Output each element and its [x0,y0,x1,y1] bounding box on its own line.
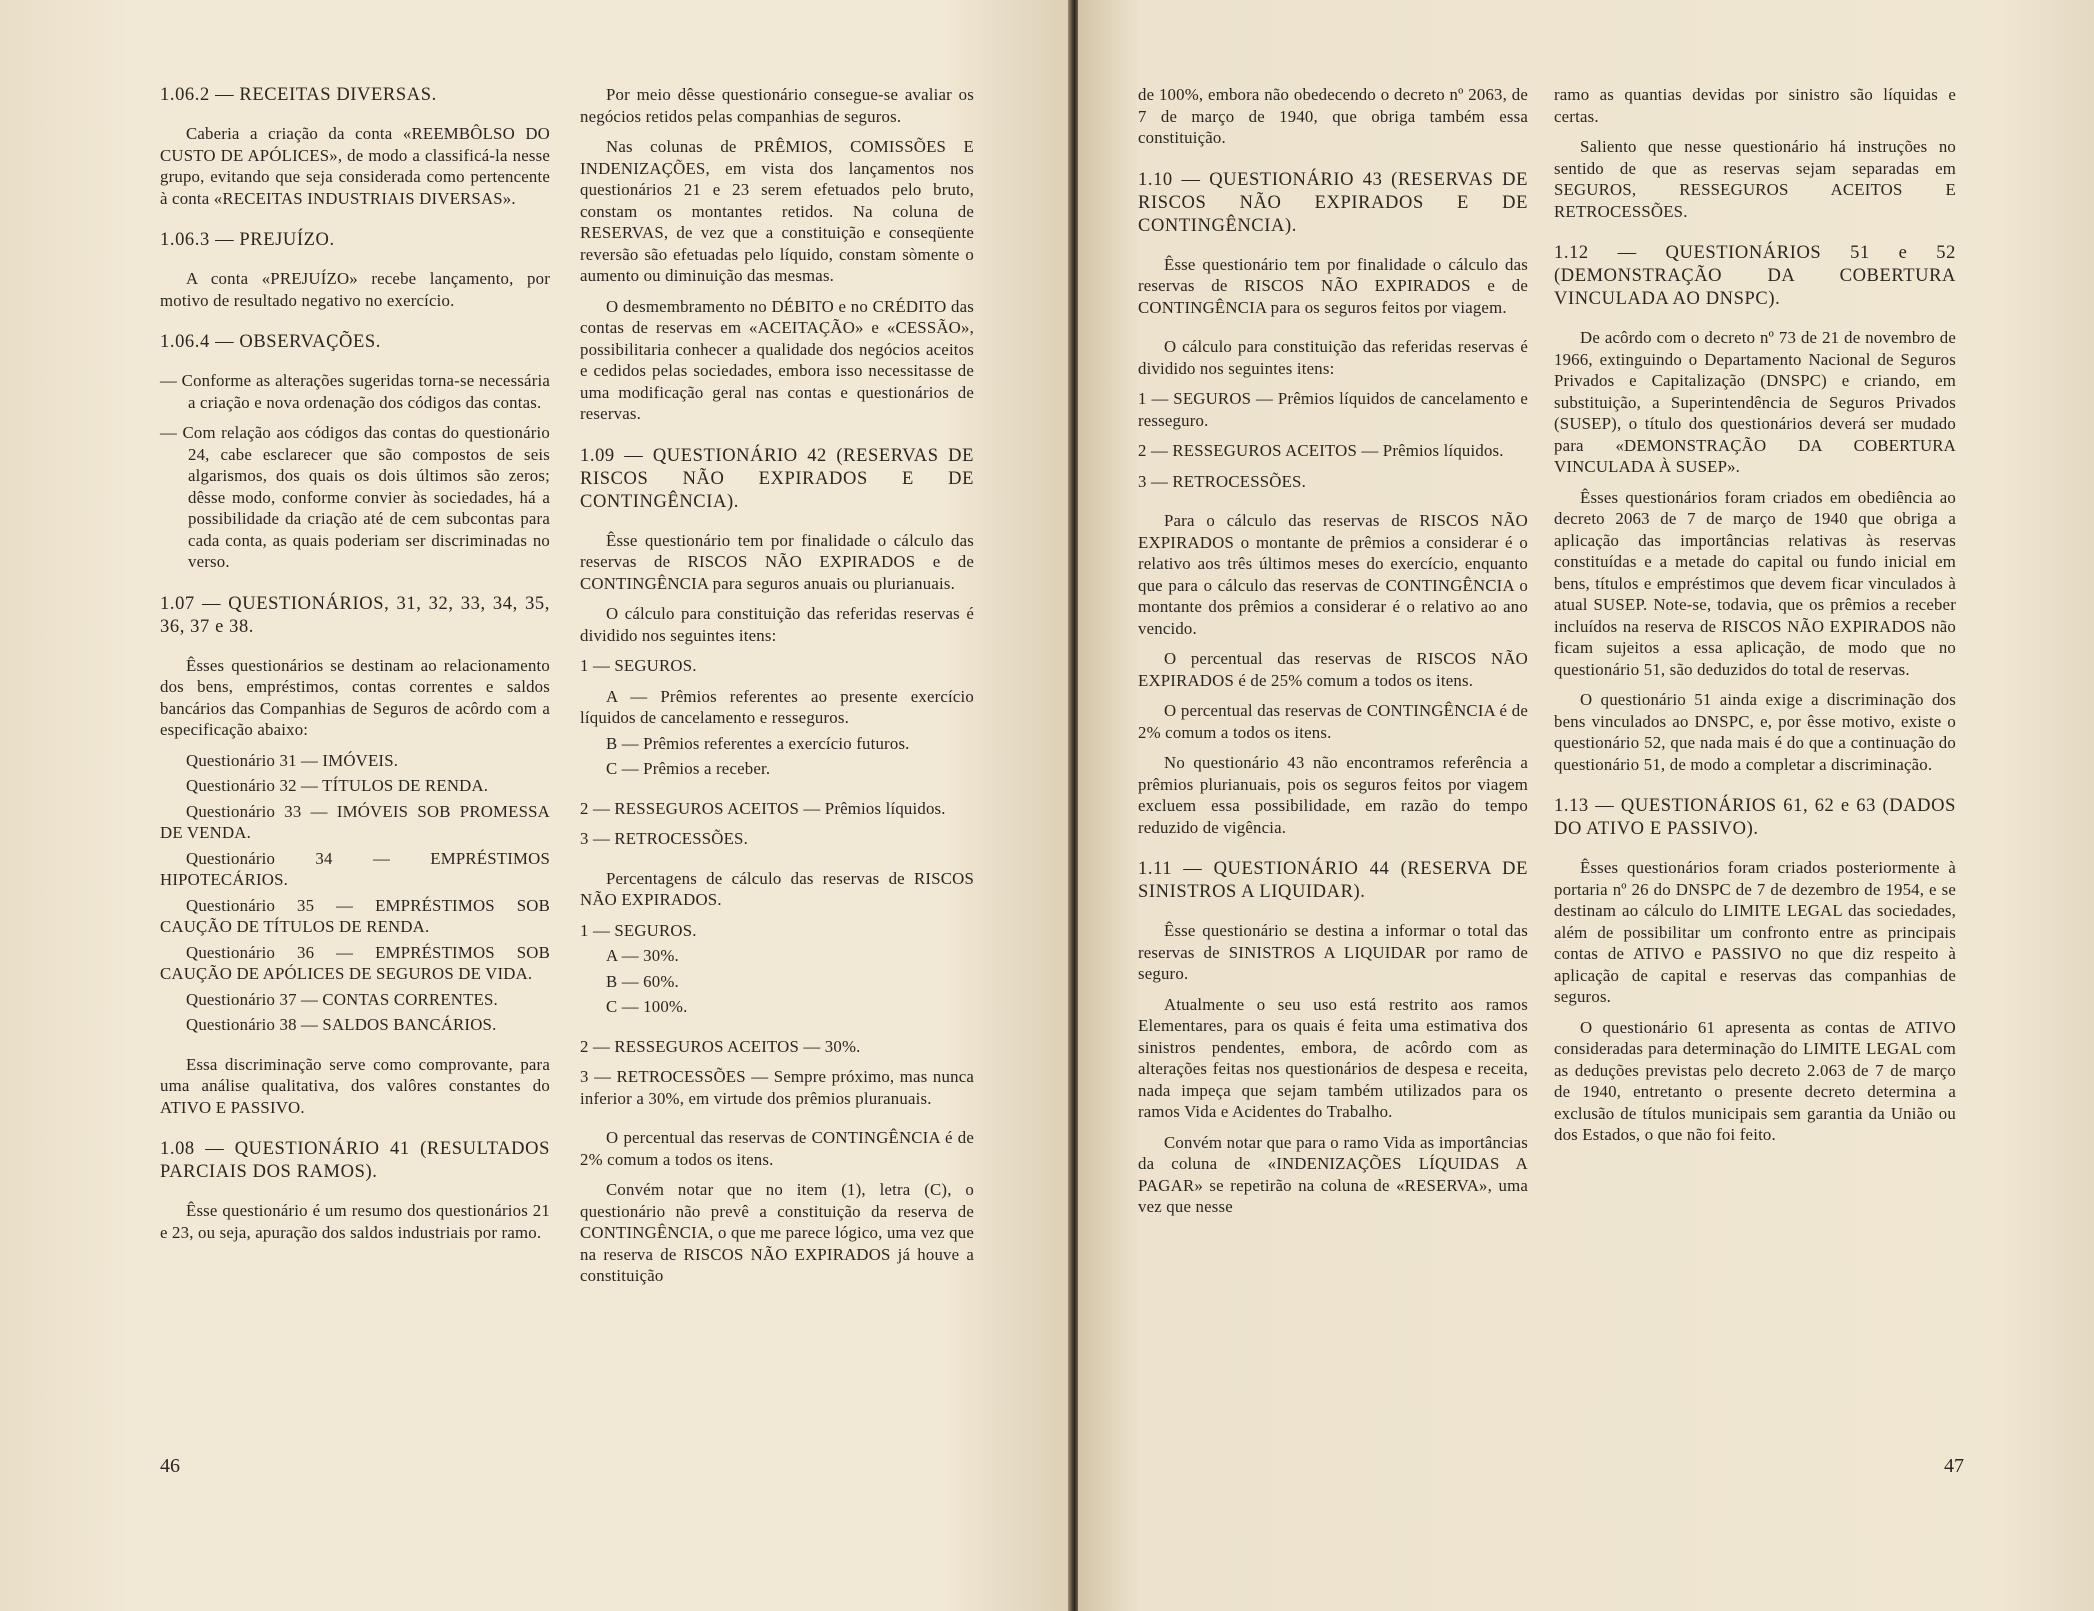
paragraph: Êsse questionário tem por finalidade o cálculo das reservas de RISCOS NÃO EXPIRADOS e de CONTINGÊNCIA para os seguros feitos por viagem. [1138,254,1528,317]
section-heading: 1.10 — QUESTIONÁRIO 43 (RESERVAS DE RISCOS NÃO EXPIRADOS E DE CONTINGÊNCIA). [1138,169,1528,236]
section-heading: 1.08 — QUESTIONÁRIO 41 (RESULTADOS PARCIAIS DOS RAMOS). [160,1139,550,1182]
paragraph: Êsses questionários foram criados posteriormente à portaria nº 26 do DNSPC de 7 de dezembro de 1954, e se destinam ao cálculo do LIMITE LEGAL das sociedades, além de possibilitar um confronto entre as principais contas de ATIVO e PASSIVO no que diz respeito à aplicação de capital e reservas das companhias de seguros. [1554,858,1956,1006]
paragraph: No questionário 43 não encontramos referência a prêmios plurianuais, pois os seguros feitos por viagem excluem essa possibilidade, em razão do tempo reduzido de vigência. [1138,753,1528,837]
paragraph: O percentual das reservas de CONTINGÊNCIA é de 2% comum a todos os itens. [580,1128,974,1169]
paragraph: 2 — RESSEGUROS ACEITOS — Prêmios líquidos. [580,798,946,818]
paragraph: Êsses questionários foram criados em obediência ao decreto 2063 de 7 de março de 1940 que obriga a aplicação das importâncias relativas às reservas constituídas e a metade do capital ou fundo inicial em bens, títulos e empréstimos que devem ficar vinculados à atual SUSEP. Note-se, todavia, que os prêmios a receber incluídos na reserva de RISCOS NÃO EXPIRADOS não ficam sujeitos a essa aplicação, de modo que no questionário 51, são deduzidos do total de reservas. [1554,487,1956,679]
paragraph: O questionário 51 ainda exige a discriminação dos bens vinculados ao DNSPC, e, por êsse motivo, existe o questionário 52, que nada mais é do que a continuação do questionário 51, de modo a completar a discriminação. [1554,690,1956,774]
paragraph: A conta «PREJUÍZO» recebe lançamento, por motivo de resultado negativo no exercício. [160,269,550,310]
paragraph: Saliento que nesse questionário há instruções no sentido de que as reservas sejam separadas em SEGUROS, RESSEGUROS ACEITOS E RETROCESSÕES. [1554,137,1956,221]
paragraph: Atualmente o seu uso está restrito aos ramos Elementares, para os quais é feita uma estimativa dos sinistros pendentes, embora, de acôrdo com as alterações feitas nos questionários de despesa e receita, nada impeça que sejam também utilizados para os ramos Vida e Acidentes do Trabalho. [1138,994,1528,1121]
paragraph: ramo as quantias devidas por sinistro são líquidas e certas. [1554,85,1956,126]
right-page-column-2 [1554,84,1956,1155]
section-heading: 1.06.2 — RECEITAS DIVERSAS. [160,85,437,105]
page-number-left: 46 [160,1455,180,1477]
paragraph: — Com relação aos códigos das contas do questionário 24, cabe esclarecer que são compostos de seis algarismos, dos quais os dois últimos são zeros; dêsse modo, conforme convier às sociedades, há a possibilidade da criação até de cem subcontas para cada conta, as quais poderiam ser discriminadas no verso. [160,423,550,571]
section-heading: 1.11 — QUESTIONÁRIO 44 (RESERVA DE SINISTROS A LIQUIDAR). [1138,859,1528,902]
paragraph: 2 — RESSEGUROS ACEITOS — 30%. [580,1036,861,1056]
paragraph: Convém notar que no item (1), letra (C), o questionário não prevê a constituição da reserva de CONTINGÊNCIA, o que me parece lógico, uma vez que na reserva de RISCOS NÃO EXPIRADOS já houve a constituição [580,1180,974,1285]
paragraph: O cálculo para constituição das referidas reservas é dividido nos seguintes itens: [580,604,974,645]
paragraph: Por meio dêsse questionário consegue-se avaliar os negócios retidos pelas companhias de seguros. [580,85,974,126]
paragraph: O percentual das reservas de RISCOS NÃO EXPIRADOS é de 25% comum a todos os itens. [1138,649,1528,690]
paragraph: O cálculo para constituição das referidas reservas é dividido nos seguintes itens: [1138,337,1528,378]
paragraph: — Conforme as alterações sugeridas torna-se necessária a criação e nova ordenação dos códigos das contas. [160,371,550,412]
right-page [1078,0,2094,1611]
paragraph: Questionário 37 — CONTAS CORRENTES. [186,989,498,1009]
paragraph: Questionário 33 — IMÓVEIS SOB PROMESSA DE VENDA. [160,801,550,842]
section-heading: 1.06.4 — OBSERVAÇÕES. [160,332,381,352]
paragraph: Percentagens de cálculo das reservas de RISCOS NÃO EXPIRADOS. [580,868,974,909]
section-heading: 1.12 — QUESTIONÁRIOS 51 e 52 (DEMONSTRAÇÃO DA COBERTURA VINCULADA AO DNSPC). [1554,243,1956,309]
paragraph: B — Prêmios referentes a exercício futuros. [606,733,910,753]
paragraph: 3 — RETROCESSÕES. [580,829,748,848]
paragraph: de 100%, embora não obedecendo o decreto nº 2063, de 7 de março de 1940, que obriga também essa constituição. [1138,85,1528,147]
paragraph: De acôrdo com o decreto nº 73 de 21 de novembro de 1966, extinguindo o Departamento Nacional de Seguros Privados e Capitalização (DNSPC) e criando, em substituição, a Superintendência de Seguros Privados (SUSEP), o título dos questionários deverá ser mudado para «DEMONSTRAÇÃO DA COBERTURA VINCULADA À SUSEP». [1554,328,1956,476]
paragraph: Questionário 31 — IMÓVEIS. [186,750,399,770]
paragraph: A — 30%. [606,946,679,965]
section-heading: 1.09 — QUESTIONÁRIO 42 (RESERVAS DE RISCOS NÃO EXPIRADOS E DE CONTINGÊNCIA). [580,445,974,512]
paragraph: Caberia a criação da conta «REEMBÔLSO DO CUSTO DE APÓLICES», de modo a classificá-la nesse grupo, evitando que seja considerada como pertencente à conta «RECEITAS INDUSTRIAIS DIVERSAS». [160,124,550,208]
paragraph: O percentual das reservas de CONTINGÊNCIA é de 2% comum a todos os itens. [1138,701,1528,742]
paragraph: Nas colunas de PRÊMIOS, COMISSÕES E INDENIZAÇÕES, em vista dos lançamentos nos questionários 21 e 23 serem efetuados pelo bruto, constam os montantes retidos. Na coluna de RESERVAS, de vez que a constituição e conseqüente reversão são efetuadas pelo líquido, constam sòmente o aumento ou diminuição das mesmas. [580,137,974,285]
paragraph: Questionário 36 — EMPRÉSTIMOS SOB CAUÇÃO DE APÓLICES DE SEGUROS DE VIDA. [160,942,550,983]
paragraph: 1 — SEGUROS. [580,920,697,940]
section-heading: 1.06.3 — PREJUÍZO. [160,230,335,250]
paragraph: 2 — RESSEGUROS ACEITOS — Prêmios líquidos. [1138,441,1504,460]
left-page-column-2 [580,84,974,1296]
paragraph: O questionário 61 apresenta as contas de ATIVO consideradas para determinação do LIMITE LEGAL com as deduções previstas pelo decreto 2.063 de 7 de março de 1940, entretanto o presente decreto determina a exclusão de títulos municipais sem garantia da União ou dos Estados, o que não foi feito. [1554,1017,1956,1144]
paragraph: Para o cálculo das reservas de RISCOS NÃO EXPIRADOS o montante de prêmios a considerar é o relativo aos três últimos meses do exercício, enquanto que para o cálculo das reservas de CONTINGÊNCIA o montante dos prêmios a considerar é o relativo ao ano vencido. [1138,511,1528,638]
paragraph: Êsse questionário é um resumo dos questionários 21 e 23, ou seja, apuração dos saldos industriais por ramo. [160,1201,550,1242]
paragraph: Questionário 32 — TÍTULOS DE RENDA. [186,776,489,795]
page-number-right: 47 [1944,1455,1964,1477]
paragraph: Questionário 38 — SALDOS BANCÁRIOS. [186,1015,497,1034]
left-page-column-1 [160,84,550,1252]
section-heading: 1.07 — QUESTIONÁRIOS, 31, 32, 33, 34, 35, 36, 37 e 38. [160,593,550,637]
paragraph: O desmembramento no DÉBITO e no CRÉDITO das contas de reservas em «ACEITAÇÃO» e «CESSÃO», possibilitaria conhecer a qualidade dos negócios aceitos e cedidos pelas sociedades, embora isso necessitasse de uma modificação geral nas contas e questionários de reservas. [580,296,974,423]
paragraph: 1 — SEGUROS — Prêmios líquidos de cancelamento e resseguro. [1138,389,1528,430]
paragraph: A — Prêmios referentes ao presente exercício líquidos de cancelamento e resseguros. [580,686,974,727]
paragraph: Convém notar que para o ramo Vida as importâncias da coluna de «INDENIZAÇÕES LÍQUIDAS A PAGAR» se repetirão na coluna de «RESERVA», uma vez que nesse [1138,1132,1528,1216]
paragraph: C — Prêmios a receber. [606,759,771,778]
paragraph: Questionário 34 — EMPRÉSTIMOS HIPOTECÁRIOS. [160,848,550,889]
paragraph: Êsse questionário tem por finalidade o cálculo das reservas de RISCOS NÃO EXPIRADOS e de CONTINGÊNCIA para seguros anuais ou plurianuais. [580,530,974,593]
paragraph: 3 — RETROCESSÕES. [1138,471,1306,491]
paragraph: B — 60%. [606,971,679,991]
paragraph: C — 100%. [606,997,688,1016]
paragraph: 1 — SEGUROS. [580,656,697,675]
paragraph: Êsse questionário se destina a informar o total das reservas de SINISTROS A LIQUIDAR por ramo de seguro. [1138,921,1528,983]
section-heading: 1.13 — QUESTIONÁRIOS 61, 62 e 63 (DADOS DO ATIVO E PASSIVO). [1554,796,1956,839]
paragraph: 3 — RETROCESSÕES — Sempre próximo, mas nunca inferior a 30%, em virtude dos prêmios pluranuais. [580,1067,974,1108]
paragraph: Essa discriminação serve como comprovante, para uma análise qualitativa, dos valôres constantes do ATIVO E PASSIVO. [160,1054,550,1117]
paragraph: Questionário 35 — EMPRÉSTIMOS SOB CAUÇÃO DE TÍTULOS DE RENDA. [160,895,550,936]
right-page-column-1 [1138,84,1528,1227]
paragraph: Êsses questionários se destinam ao relacionamento dos bens, empréstimos, contas correntes e saldos bancários das Companhias de Seguros de acôrdo com a especificação abaixo: [160,655,550,739]
